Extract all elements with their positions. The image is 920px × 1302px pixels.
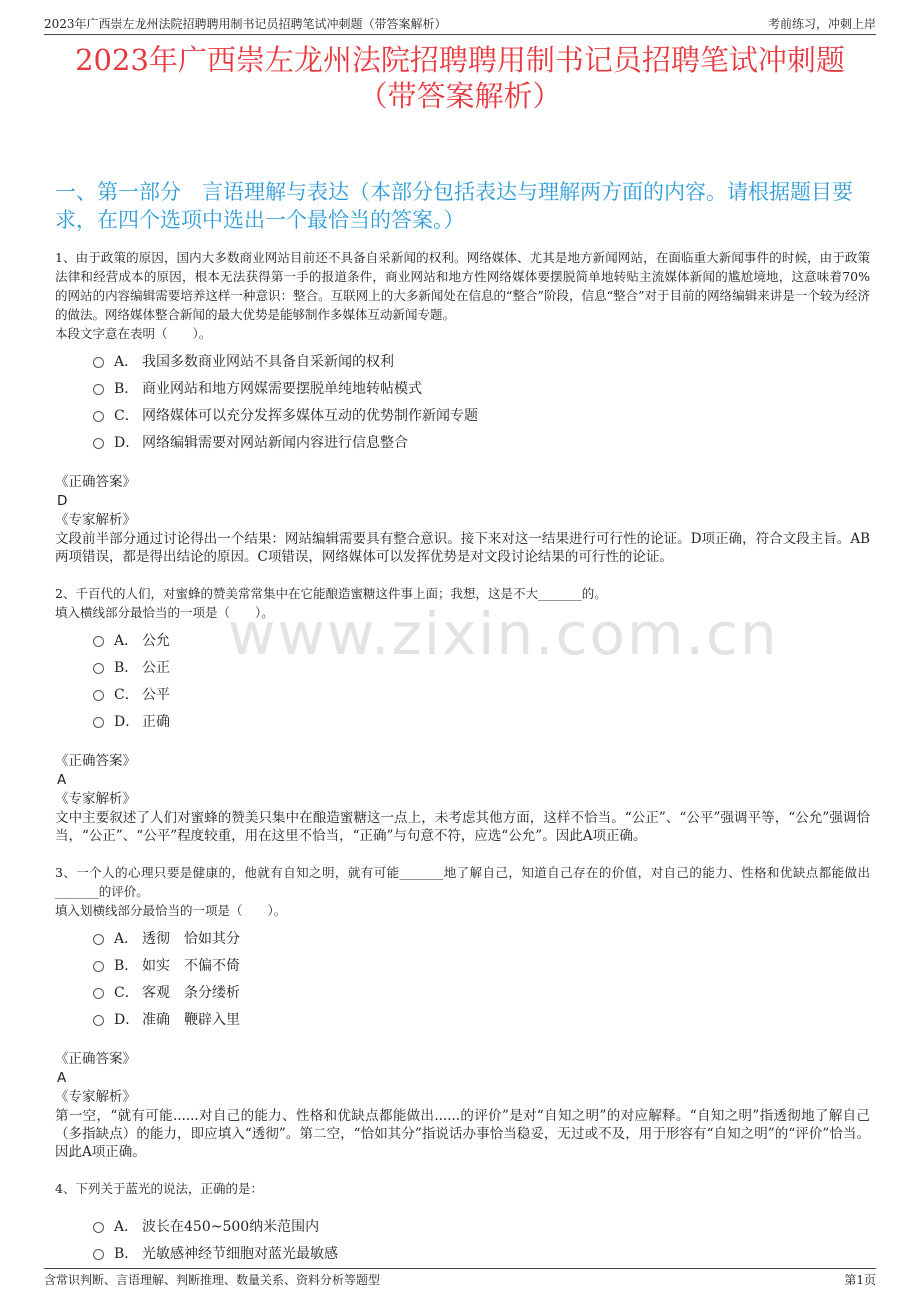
explanation-label: 《专家解析》 <box>55 791 136 807</box>
explanation-text: 文中主要叙述了人们对蜜蜂的赞美只集中在酿造蜜糖这一点上，未考虑其他方面，这样不恰当。“公正”、“公平”强调平等，“公允”强调恰当，“公正”、“公平”程度较重，用在这里不恰当，“正确”与句意不符，应选“公允”。因此A项正确。 <box>55 810 870 844</box>
question-4 <box>55 1179 870 1266</box>
explanation-text: 文段前半部分通过讨论得出一个结果：网站编辑需要具有整合意识。接下来对这一结果进行可行性的论证。D项正确，符合文段主旨。AB两项错误，都是得出结论的原因。C项错误，网络媒体可以发挥优势是对文段讨论结果的可行性的论证。 <box>55 531 870 565</box>
option-d[interactable]: D． 正确 <box>93 707 870 734</box>
option-c[interactable]: C． 客观 条分缕析 <box>93 978 870 1005</box>
question-ask: 本段文字意在表明（ ）。 <box>55 326 212 341</box>
document-title <box>40 42 880 114</box>
explanation-text: 第一空，“就有可能......对自己的能力、性格和优缺点都能做出......的评价”是对“自知之明”的对应解释。“自知之明”指透彻地了解自己（多指缺点）的能力，即应填入“透彻”。第二空，“恰如其分”指说话办事恰当稳妥，无过或不及，用于形容有“自知之明”的“评价”恰当。因此A项正确。 <box>55 1108 870 1160</box>
radio-icon[interactable] <box>93 961 104 972</box>
option-d[interactable]: D． 网络编辑需要对网站新闻内容进行信息整合 <box>93 428 870 455</box>
option-text: 客观 条分缕析 <box>142 984 240 1001</box>
radio-icon[interactable] <box>93 636 104 647</box>
page-header <box>44 12 876 35</box>
option-list <box>93 626 870 734</box>
page-number: 第1页 <box>844 1273 876 1287</box>
question-stem: 1、由于政策的原因，国内大多数商业网站目前还不具备自采新闻的权利。网络媒体、尤其是地方新闻网站，在面临重大新闻事件的时候，由于政策法律和经营成本的原因，根本无法获得第一手的报道条件，商业网站和地方性网络媒体要摆脱简单地转贴主流媒体新闻的尴尬境地，这意味着70%的网站的内容编辑需要培养这样一种意识：整合。互联网上的大多新闻处在信息的“整合”阶段，信息“整合”对于目前的网络编辑来讲是一个较为经济的做法。网络媒体整合新闻的最大优势是能够制作多媒体互动新闻专题。 <box>55 250 870 322</box>
radio-icon[interactable] <box>93 1249 104 1260</box>
option-b[interactable]: B． 如实 不偏不倚 <box>93 951 870 978</box>
question-stem: 2、千百代的人们，对蜜蜂的赞美常常集中在它能酿造蜜糖这件事上面；我想，这是不大_______的。 <box>55 586 607 601</box>
option-text: 如实 不偏不倚 <box>142 957 240 974</box>
option-text: 公允 <box>142 632 170 649</box>
option-text: 网络编辑需要对网站新闻内容进行信息整合 <box>142 434 408 451</box>
question-2 <box>55 584 870 845</box>
option-text: 波长在450~500纳米范围内 <box>142 1218 320 1235</box>
header-right-text: 考前练习，冲刺上岸 <box>767 17 876 31</box>
option-a[interactable]: A． 我国多数商业网站不具备自采新闻的权利 <box>93 347 870 374</box>
explanation-label: 《专家解析》 <box>55 512 136 528</box>
explanation-label: 《专家解析》 <box>55 1089 136 1105</box>
question-1 <box>55 248 870 566</box>
question-list <box>55 248 870 1284</box>
footer-left-text: 含常识判断、言语理解、判断推理、数量关系、资料分析等题型 <box>44 1273 381 1287</box>
option-text: 商业网站和地方网媒需要摆脱单纯地转帖模式 <box>142 380 422 397</box>
option-b[interactable]: B． 光敏感神经节细胞对蓝光最敏感 <box>93 1239 870 1266</box>
option-text: 正确 <box>142 713 170 730</box>
option-b[interactable]: B． 商业网站和地方网媒需要摆脱单纯地转帖模式 <box>93 374 870 401</box>
radio-icon[interactable] <box>93 357 104 368</box>
radio-icon[interactable] <box>93 717 104 728</box>
question-3 <box>55 863 870 1161</box>
option-list <box>93 347 870 455</box>
radio-icon[interactable] <box>93 934 104 945</box>
radio-icon[interactable] <box>93 384 104 395</box>
option-a[interactable]: A． 透彻 恰如其分 <box>93 924 870 951</box>
title-line-1: 2023年广西崇左龙州法院招聘聘用制书记员招聘笔试冲刺题 <box>75 43 845 77</box>
option-list <box>93 924 870 1032</box>
question-stem: 4、下列关于蓝光的说法，正确的是： <box>55 1181 263 1196</box>
option-text: 公正 <box>142 659 170 676</box>
answer-label: 《正确答案》 <box>55 753 136 769</box>
option-text: 光敏感神经节细胞对蓝光最敏感 <box>142 1245 338 1262</box>
option-text: 透彻 恰如其分 <box>142 930 240 947</box>
radio-icon[interactable] <box>93 663 104 674</box>
answer-label: 《正确答案》 <box>55 474 136 490</box>
answer-value: A <box>57 772 67 788</box>
section-heading: 一、第一部分 言语理解与表达（本部分包括表达与理解两方面的内容。请根据题目要求，在四个选项中选出一个最恰当的答案。） <box>55 180 853 232</box>
page-footer <box>44 1268 876 1289</box>
option-list <box>93 1212 870 1266</box>
answer-value: A <box>57 1070 67 1086</box>
title-line-2: （带答案解析） <box>358 79 562 113</box>
option-b[interactable]: B． 公正 <box>93 653 870 680</box>
header-left-text: 2023年广西崇左龙州法院招聘聘用制书记员招聘笔试冲刺题（带答案解析） <box>44 17 447 31</box>
answer-value: D <box>57 493 68 509</box>
radio-icon[interactable] <box>93 690 104 701</box>
answer-label: 《正确答案》 <box>55 1051 136 1067</box>
option-c[interactable]: C． 公平 <box>93 680 870 707</box>
radio-icon[interactable] <box>93 411 104 422</box>
question-stem: 3、一个人的心理只要是健康的，他就有自知之明，就有可能_______地了解自己，知道自己存在的价值，对自己的能力、性格和优缺点都能做出_______的评价。 <box>55 865 870 899</box>
question-ask: 填入划横线部分最恰当的一项是（ ）。 <box>55 903 287 918</box>
option-text: 准确 鞭辟入里 <box>142 1011 240 1028</box>
radio-icon[interactable] <box>93 1222 104 1233</box>
option-text: 网络媒体可以充分发挥多媒体互动的优势制作新闻专题 <box>142 407 478 424</box>
option-d[interactable]: D． 准确 鞭辟入里 <box>93 1005 870 1032</box>
option-text: 公平 <box>142 686 170 703</box>
option-text: 我国多数商业网站不具备自采新闻的权利 <box>142 353 394 370</box>
question-ask: 填入横线部分最恰当的一项是（ ）。 <box>55 605 274 620</box>
option-c[interactable]: C． 网络媒体可以充分发挥多媒体互动的优势制作新闻专题 <box>93 401 870 428</box>
radio-icon[interactable] <box>93 988 104 999</box>
radio-icon[interactable] <box>93 1015 104 1026</box>
option-a[interactable]: A． 波长在450~500纳米范围内 <box>93 1212 870 1239</box>
radio-icon[interactable] <box>93 438 104 449</box>
watermark: www.zixin.com.cn <box>228 600 779 668</box>
option-a[interactable]: A． 公允 <box>93 626 870 653</box>
